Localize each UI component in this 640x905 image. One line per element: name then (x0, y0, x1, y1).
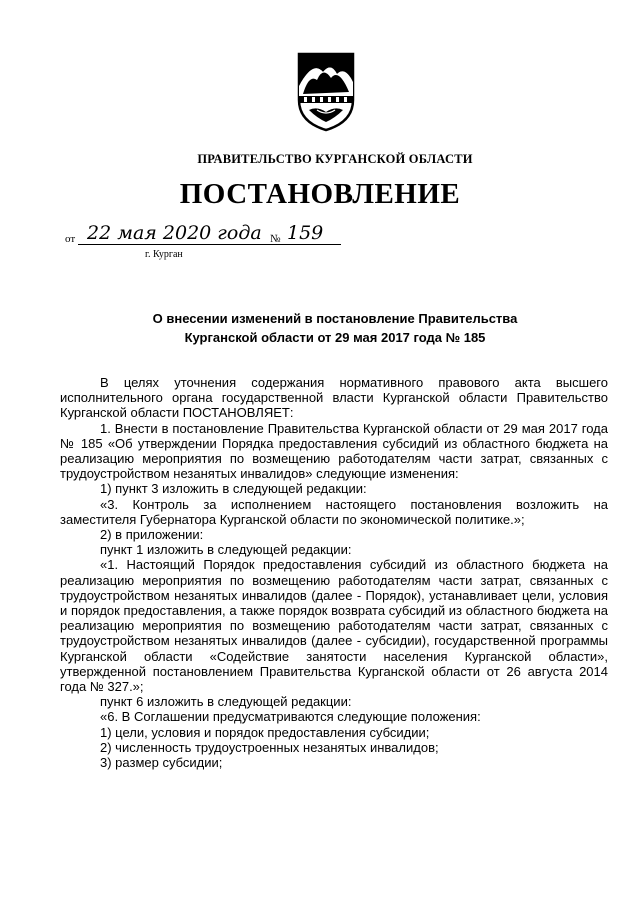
handwritten-number: 159 (287, 222, 324, 244)
title-line-1: О внесении изменений в постановление Правительства (152, 311, 518, 326)
paragraph-subitem-2: 2) в приложении: (100, 527, 204, 543)
paragraph-list-1: 1) цели, условия и порядок предоставления субсидии; (100, 724, 430, 740)
paragraph-quote-1: «1. Настоящий Порядок предоставления субсидий из областного бюджета на реализацию мероприятия по возмещению работодателям части затрат, связанных с трудоустройством незанятых инвалидов (далее - Порядок), устанавливает цели, условия и порядок предоставления, а также порядок возврата субсидий из областного бюджета на реализацию мероприятия по возмещению работодателям части затрат, связанных с трудоустройством незанятых инвалидов (далее - субсидии), государственной программы Курганской области «Содействие занятости населения Курганской области», утвержденной постановлением Правительства Курганской области от 26 августа 2014 года № 327.»; (60, 557, 608, 695)
paragraph-list-2: 2) численность трудоустроенных незанятых инвалидов; (100, 739, 439, 755)
handwritten-date: 22 мая 2020 года (87, 222, 262, 244)
document-body (60, 375, 608, 770)
paragraph-item-1: 1. Внести в постановление Правительства Курганской области от 29 мая 2017 года № 185 «Об утверждении Порядка предоставления субсидий из областного бюджета на реализацию мероприятия по возмещению работодателям части затрат, связанных с трудоустройством незанятых инвалидов» следующие изменения: (60, 420, 608, 482)
document-title (60, 309, 610, 347)
paragraph-subitem-1: 1) пункт 3 изложить в следующей редакции: (100, 481, 367, 497)
number-sign: № (270, 233, 281, 245)
paragraph-preamble: В целях уточнения содержания нормативного правового акта высшего исполнительного органа государственной власти Курганской области Правительство Курганской области ПОСТАНОВЛЯЕТ: (60, 375, 608, 421)
paragraph-list-3: 3) размер субсидии; (100, 755, 223, 771)
paragraph-quote-6: «6. В Соглашении предусматриваются следующие положения: (100, 709, 481, 725)
paragraph-point-6-intro: пункт 6 изложить в следующей редакции: (100, 694, 352, 710)
date-number-block (65, 224, 365, 264)
government-name: ПРАВИТЕЛЬСТВО КУРГАНСКОЙ ОБЛАСТИ (197, 152, 473, 166)
title-line-2: Курганской области от 29 мая 2017 года № 185 (184, 330, 486, 345)
paragraph-quote-3: «3. Контроль за исполнением настоящего постановления возложить на заместителя Губернатора Курганской области по экономической политике.»; (60, 496, 608, 527)
number-underline (283, 244, 341, 245)
date-prefix: от (65, 233, 76, 245)
city-label: г. Курган (145, 249, 183, 260)
paragraph-point-1-intro: пункт 1 изложить в следующей редакции: (100, 542, 352, 558)
coat-of-arms-emblem (295, 52, 357, 132)
document-type-heading: ПОСТАНОВЛЕНИЕ (179, 178, 461, 210)
